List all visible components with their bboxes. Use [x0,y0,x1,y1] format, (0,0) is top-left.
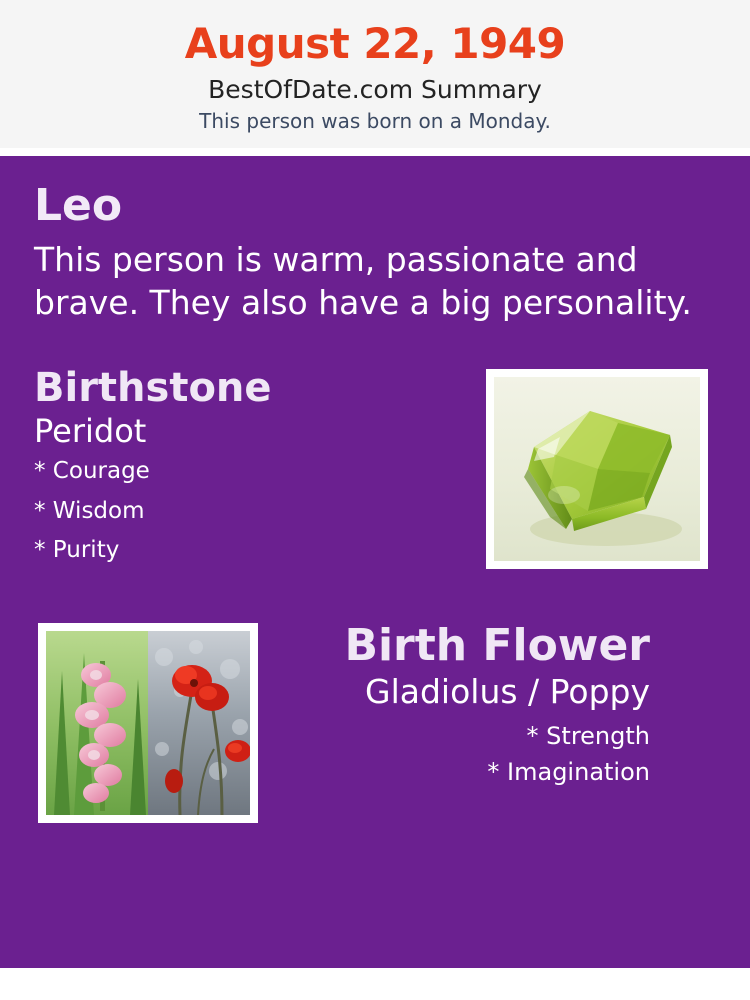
gladiolus-poppy-photo [38,623,258,823]
peridot-gemstone-icon [494,377,700,561]
main-panel [0,156,750,968]
birth-flower-title: Birth Flower [344,619,650,671]
zodiac-description: This person is warm, passionate and brave. They also have a big personality. [34,239,692,323]
header-divider [0,148,750,156]
birth-flower-trait: * Strength [526,721,650,750]
card-header [0,0,750,148]
birth-flower-section [34,619,716,843]
birthstone-section [34,364,716,597]
site-summary-label: BestOfDate.com Summary [208,75,542,105]
birthstone-text [34,364,464,564]
birthstone-title: Birthstone [34,364,272,411]
birth-flower-text [280,619,716,787]
flower-photo-icon [46,631,250,815]
zodiac-sign-name: Leo [34,179,123,231]
birthstone-value: Peridot [34,411,147,450]
born-day-note: This person was born on a Monday. [199,108,551,133]
birthstone-trait: * Courage [34,458,150,485]
birth-flower-value: Gladiolus / Poppy [365,671,650,711]
birthstone-trait: * Wisdom [34,497,145,524]
birthstone-trait: * Purity [34,537,120,564]
page-title: August 22, 1949 [184,19,566,68]
peridot-gemstone-photo [486,369,708,569]
birth-flower-trait: * Imagination [487,758,650,787]
